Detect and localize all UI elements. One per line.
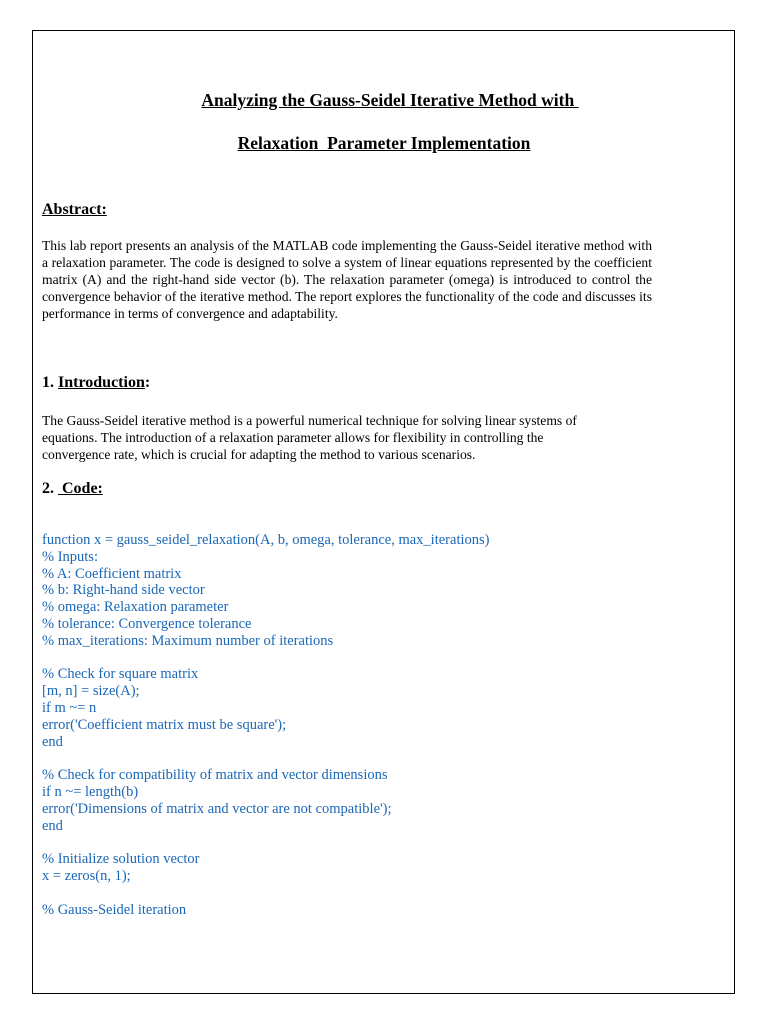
code-line: % tolerance: Convergence tolerance <box>42 615 252 632</box>
code-line: % b: Right-hand side vector <box>42 582 205 599</box>
code-line: % Check for square matrix <box>42 666 199 683</box>
title-line-2: Relaxation Parameter Implementation <box>237 133 531 153</box>
code-line: if n ~= length(b) <box>42 783 139 800</box>
code-line: end <box>42 733 63 750</box>
introduction-paragraph <box>42 412 652 463</box>
introduction-line: The Gauss-Seidel iterative method is a powerful numerical technique for solving linear systems of <box>42 413 577 428</box>
code-block <box>42 532 682 918</box>
introduction-heading <box>42 374 150 392</box>
code-line <box>42 885 682 902</box>
code-line: [m, n] = size(A); <box>42 683 140 700</box>
code-line: % A: Coefficient matrix <box>42 565 182 582</box>
introduction-colon: : <box>144 374 151 391</box>
code-line <box>42 650 682 667</box>
code-line: error('Coefficient matrix must be square'); <box>42 716 287 733</box>
code-line: if m ~= n <box>42 699 97 716</box>
introduction-line: equations. The introduction of a relaxation parameter allows for flexibility in controlling the <box>42 430 544 445</box>
code-line: % Initialize solution vector <box>42 851 200 868</box>
code-number: 2. <box>42 480 58 497</box>
code-line: % Gauss-Seidel iteration <box>42 901 187 918</box>
abstract-paragraph: This lab report presents an analysis of the MATLAB code implementing the Gauss-Seidel iterative method with a relaxation parameter. The code is designed to solve a system of linear equations represented by the coefficient matrix (A) and the right-hand side vector (b). The relaxation parameter (omega) is introduced to control the convergence behavior of the iterative method. The report explores the functionality of the code and discusses its performance in terms of convergence and adaptability. <box>42 238 652 321</box>
code-line <box>42 834 682 851</box>
code-line: % Inputs: <box>42 548 98 565</box>
abstract-heading <box>42 201 107 219</box>
code-heading <box>42 480 103 498</box>
code-line <box>42 750 682 767</box>
introduction-number: 1. <box>42 374 58 391</box>
code-line: error('Dimensions of matrix and vector are not compatible'); <box>42 800 392 817</box>
introduction-line: convergence rate, which is crucial for adapting the method to various scenarios. <box>42 447 476 462</box>
code-line: % Check for compatibility of matrix and vector dimensions <box>42 767 388 784</box>
abstract-heading-text: Abstract: <box>42 201 107 218</box>
title-line-1: Analyzing the Gauss-Seidel Iterative Method with <box>201 90 579 110</box>
introduction-heading-text: Introduction <box>58 374 145 391</box>
code-line: function x = gauss_seidel_relaxation(A, b, omega, tolerance, max_iterations) <box>42 532 490 548</box>
code-line: % max_iterations: Maximum number of iterations <box>42 632 334 649</box>
code-line: % omega: Relaxation parameter <box>42 599 229 616</box>
code-line: x = zeros(n, 1); <box>42 867 131 884</box>
code-line: end <box>42 817 63 834</box>
code-heading-text: Code: <box>58 480 103 497</box>
